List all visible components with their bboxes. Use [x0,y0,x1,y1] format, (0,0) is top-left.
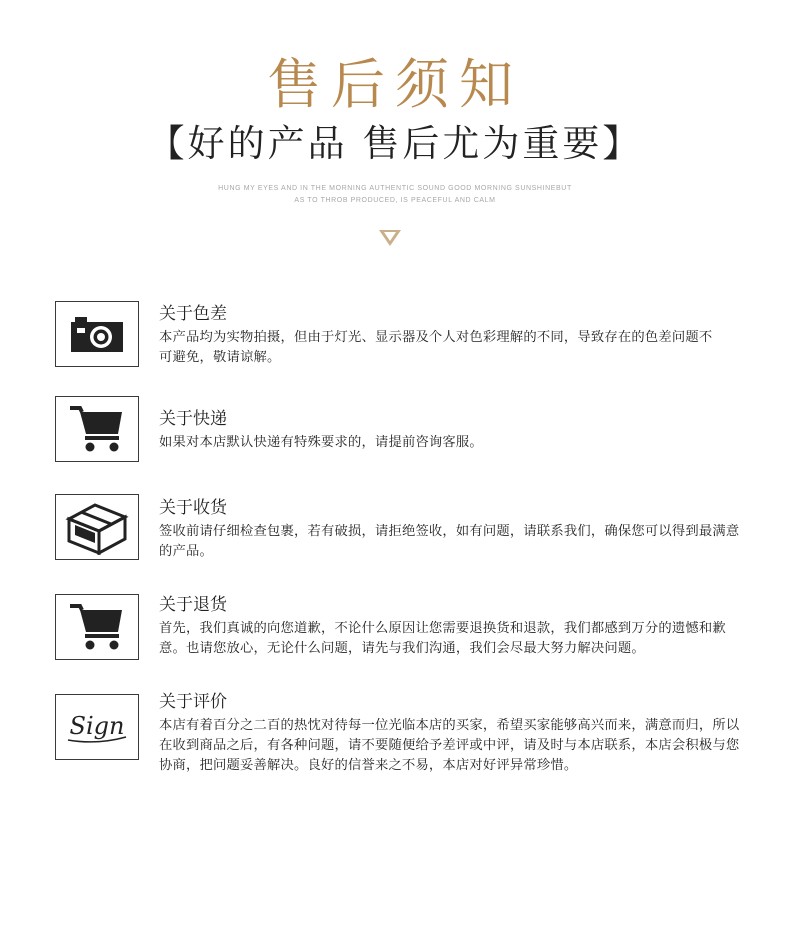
section-text: 本产品均为实物拍摄，但由于灯光、显示器及个人对色彩理解的不同，导致存在的色差问题不可避免，敬请谅解。 [159,330,713,365]
section-title: 关于色差 [159,304,227,324]
section-text: 首先，我们真诚的向您道歉，不论什么原因让您需要退换货和退款，我们都感到万分的遗憾和歉意。也请您放心，无论什么问题，请先与我们沟通，我们会尽最大努力解决问题。 [159,621,726,656]
section-text: 本店有着百分之二百的热忱对待每一位光临本店的买家，希望买家能够高兴而来，满意而归，所以在收到商品之后，有各种问题，请不要随便给予差评或中评，请及时与本店联系，本店会积极与您协商，把问题妥善解决。良好的信誉来之不易，本店对好评异常珍惜。 [159,718,740,773]
shopping-cart-icon [55,594,139,660]
signature-icon [55,694,139,760]
section-title: 关于评价 [159,692,227,712]
svg-text:Sign: Sign [69,712,125,740]
section-title: 关于收货 [159,498,227,518]
down-arrow-icon [377,226,403,248]
camera-icon [55,301,139,367]
page-title: 售后须知 [267,53,523,116]
shopping-cart-icon [55,396,139,462]
section-title: 关于快递 [159,409,227,429]
english-tagline-line-2: AS TO THROB PRODUCED, IS PEACEFUL AND CALM [294,197,496,204]
package-box-icon [55,494,139,560]
section-text: 如果对本店默认快递有特殊要求的，请提前咨询客服。 [159,435,483,450]
english-tagline-line-1: HUNG MY EYES AND IN THE MORNING AUTHENTIC SOUND GOOD MORNING SUNSHINEBUT [218,185,572,192]
page-subtitle: 【好的产品 售后尤为重要】 [147,122,643,165]
section-text: 签收前请仔细检查包裹，若有破损，请拒绝签收，如有问题，请联系我们，确保您可以得到最满意的产品。 [159,524,740,559]
section-title: 关于退货 [159,595,227,615]
